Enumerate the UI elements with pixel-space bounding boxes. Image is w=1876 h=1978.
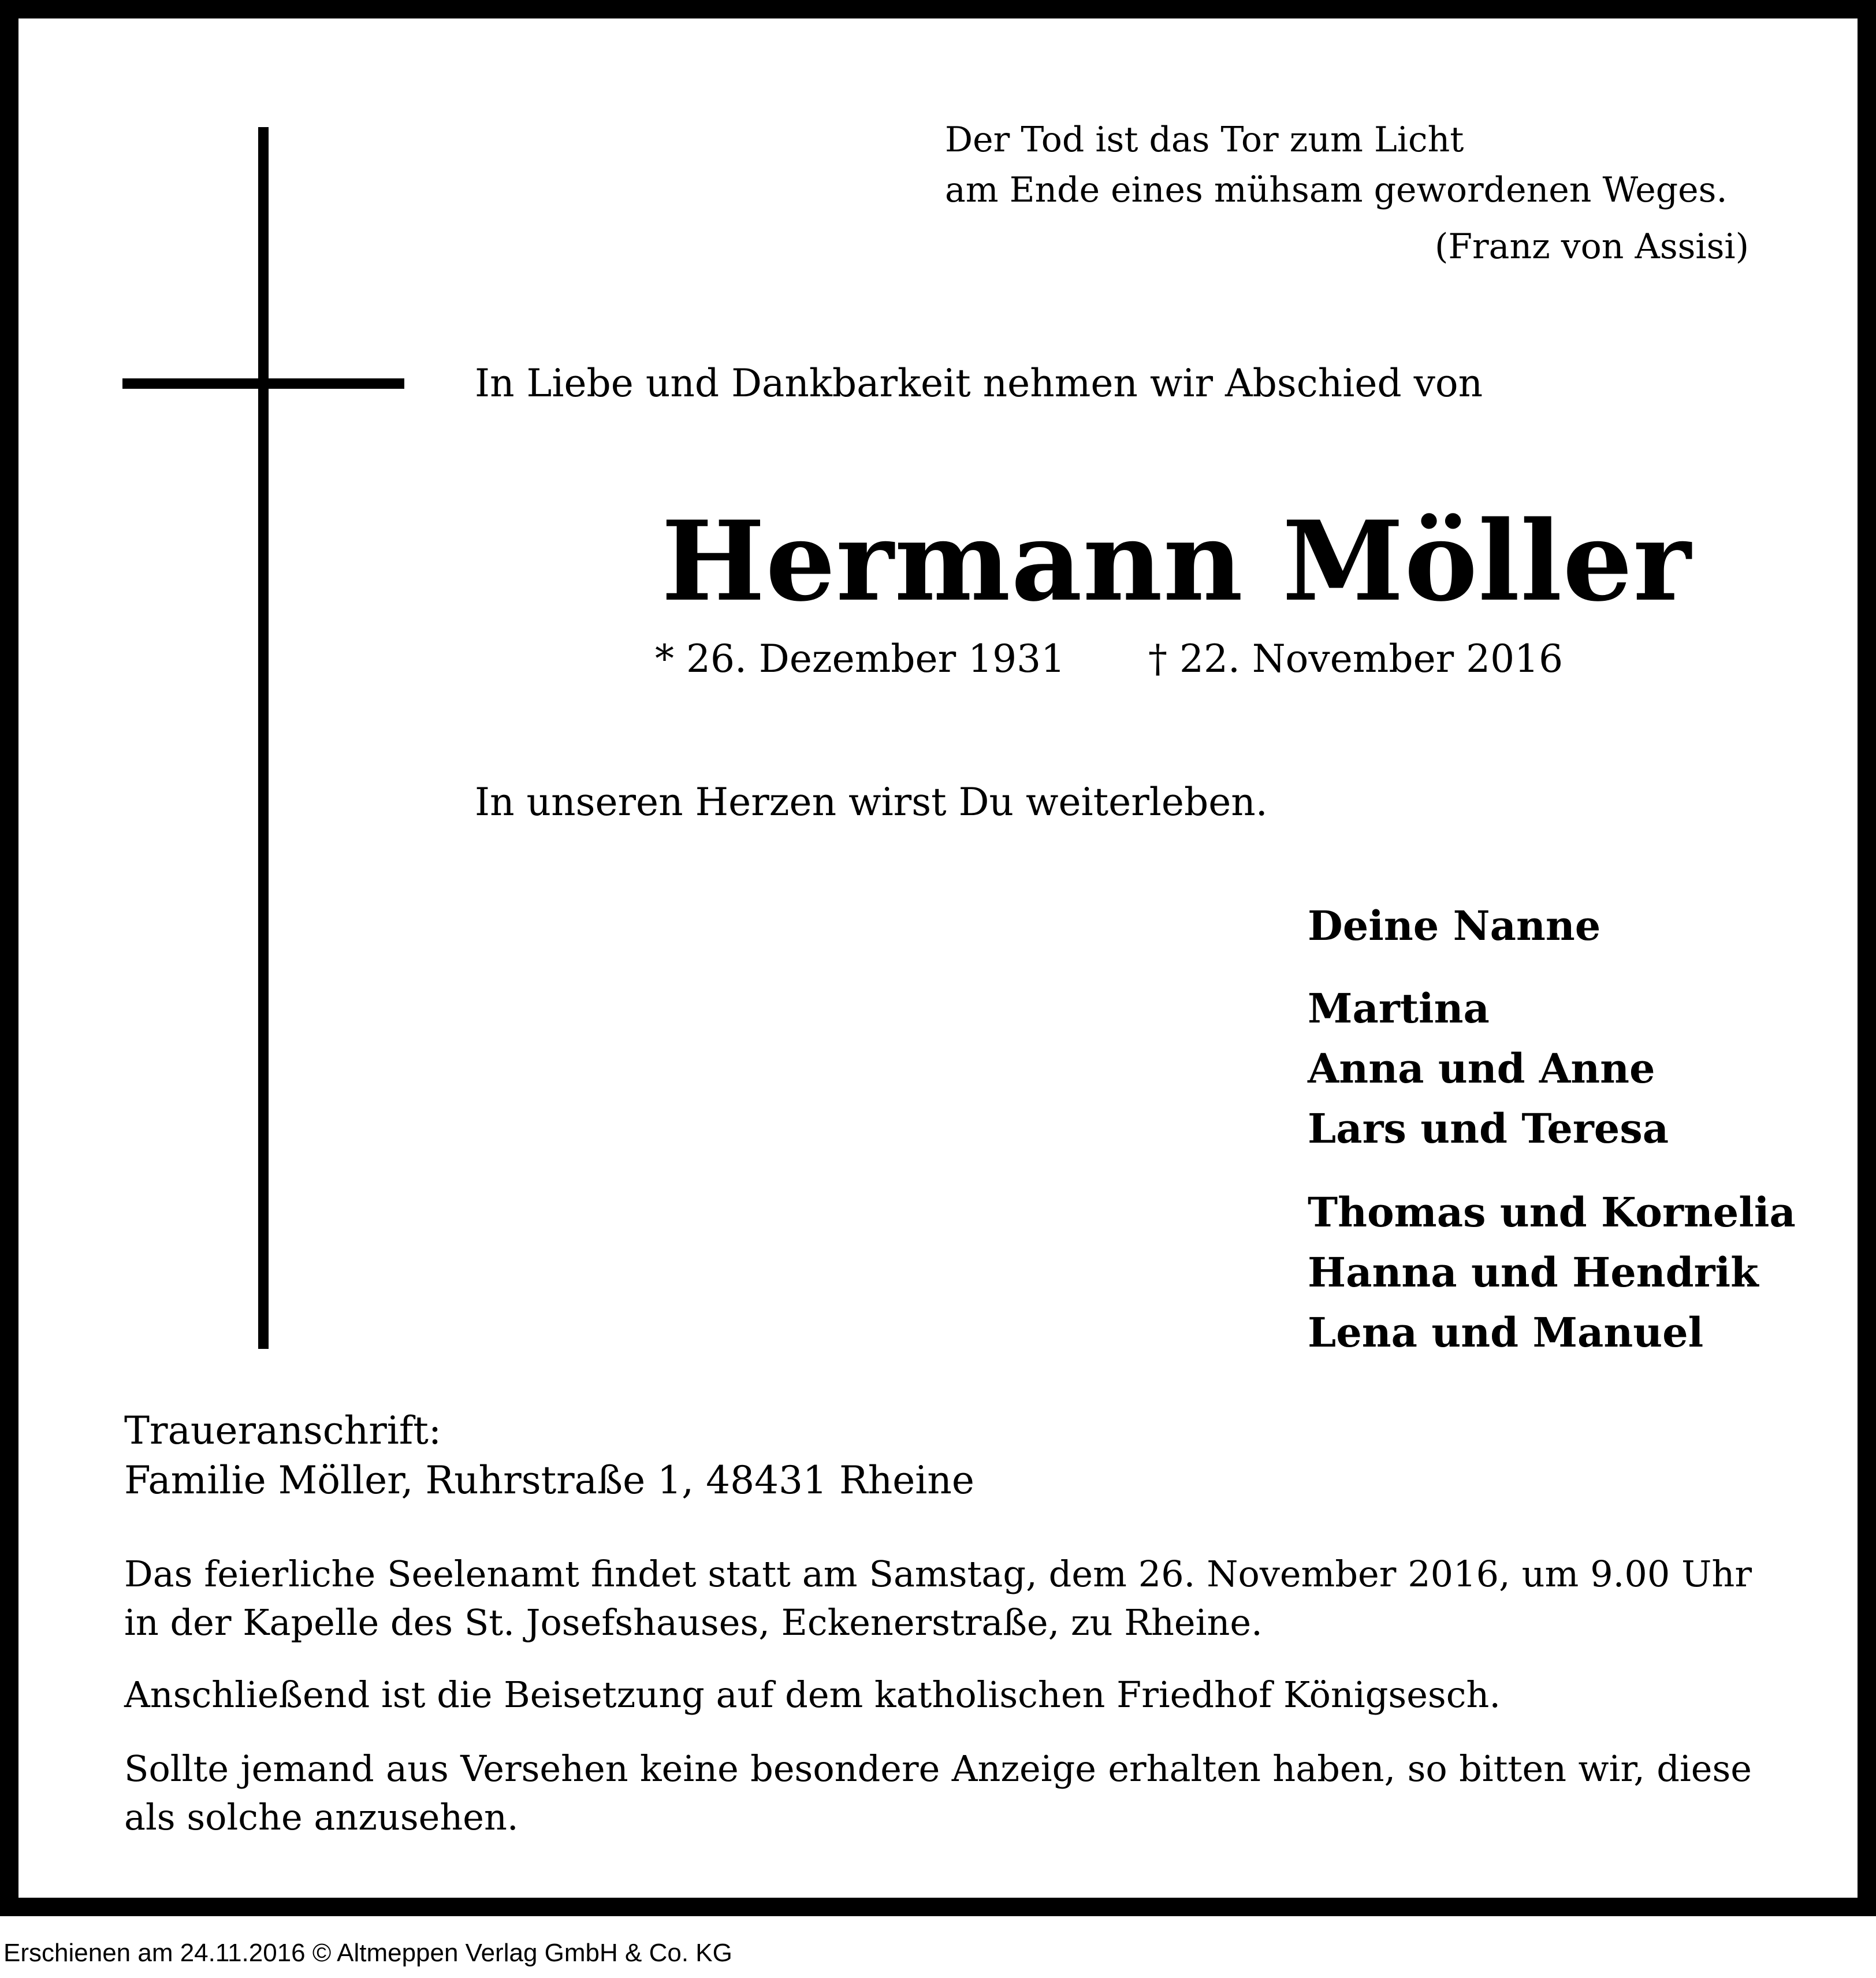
address-label: Traueranschrift: — [124, 1408, 442, 1453]
quote-author: (Franz von Assisi) — [1434, 226, 1749, 267]
service-paragraph: Das feierliche Seelenamt findet statt am Samstag, dem 26. November 2016, um 9.00 Uhr in der Kapelle des St. Josefshauses, Eckenerstraße, zu Rheine. — [124, 1553, 1752, 1644]
farewell-text: In unseren Herzen wirst Du weiterleben. — [475, 780, 1268, 824]
quote-line-1: Der Tod ist das Tor zum Licht — [945, 120, 1464, 160]
notice-paragraph: Sollte jemand aus Versehen keine besondere Anzeige erhalten haben, so bitten wir, diese als solche anzusehen. — [124, 1748, 1752, 1838]
family-line: Martina — [1308, 984, 1490, 1032]
burial-paragraph: Anschließend ist die Beisetzung auf dem katholischen Friedhof Königsesch. — [124, 1674, 1501, 1716]
family-line: Deine Nanne — [1308, 902, 1601, 950]
publication-footer: Erschienen am 24.11.2016 © Altmeppen Verlag GmbH & Co. KG — [3, 1939, 732, 1967]
cross-icon — [258, 127, 269, 1349]
family-line: Thomas und Kornelia — [1308, 1188, 1796, 1236]
family-line: Hanna und Hendrik — [1308, 1248, 1759, 1296]
address-value: Familie Möller, Ruhrstraße 1, 48431 Rheine — [124, 1458, 974, 1503]
intro-text: In Liebe und Dankbarkeit nehmen wir Abschied von — [475, 361, 1483, 406]
family-line: Anna und Anne — [1308, 1044, 1655, 1092]
cross-bar — [122, 378, 404, 389]
family-line: Lars und Teresa — [1308, 1105, 1669, 1152]
birth-date: * 26. Dezember 1931 — [655, 637, 1066, 681]
family-line: Lena und Manuel — [1308, 1308, 1704, 1356]
quote-line-2: am Ende eines mühsam gewordenen Weges. — [945, 170, 1728, 210]
deceased-name: Hermann Möller — [661, 497, 1692, 626]
death-date: † 22. November 2016 — [1148, 637, 1564, 681]
